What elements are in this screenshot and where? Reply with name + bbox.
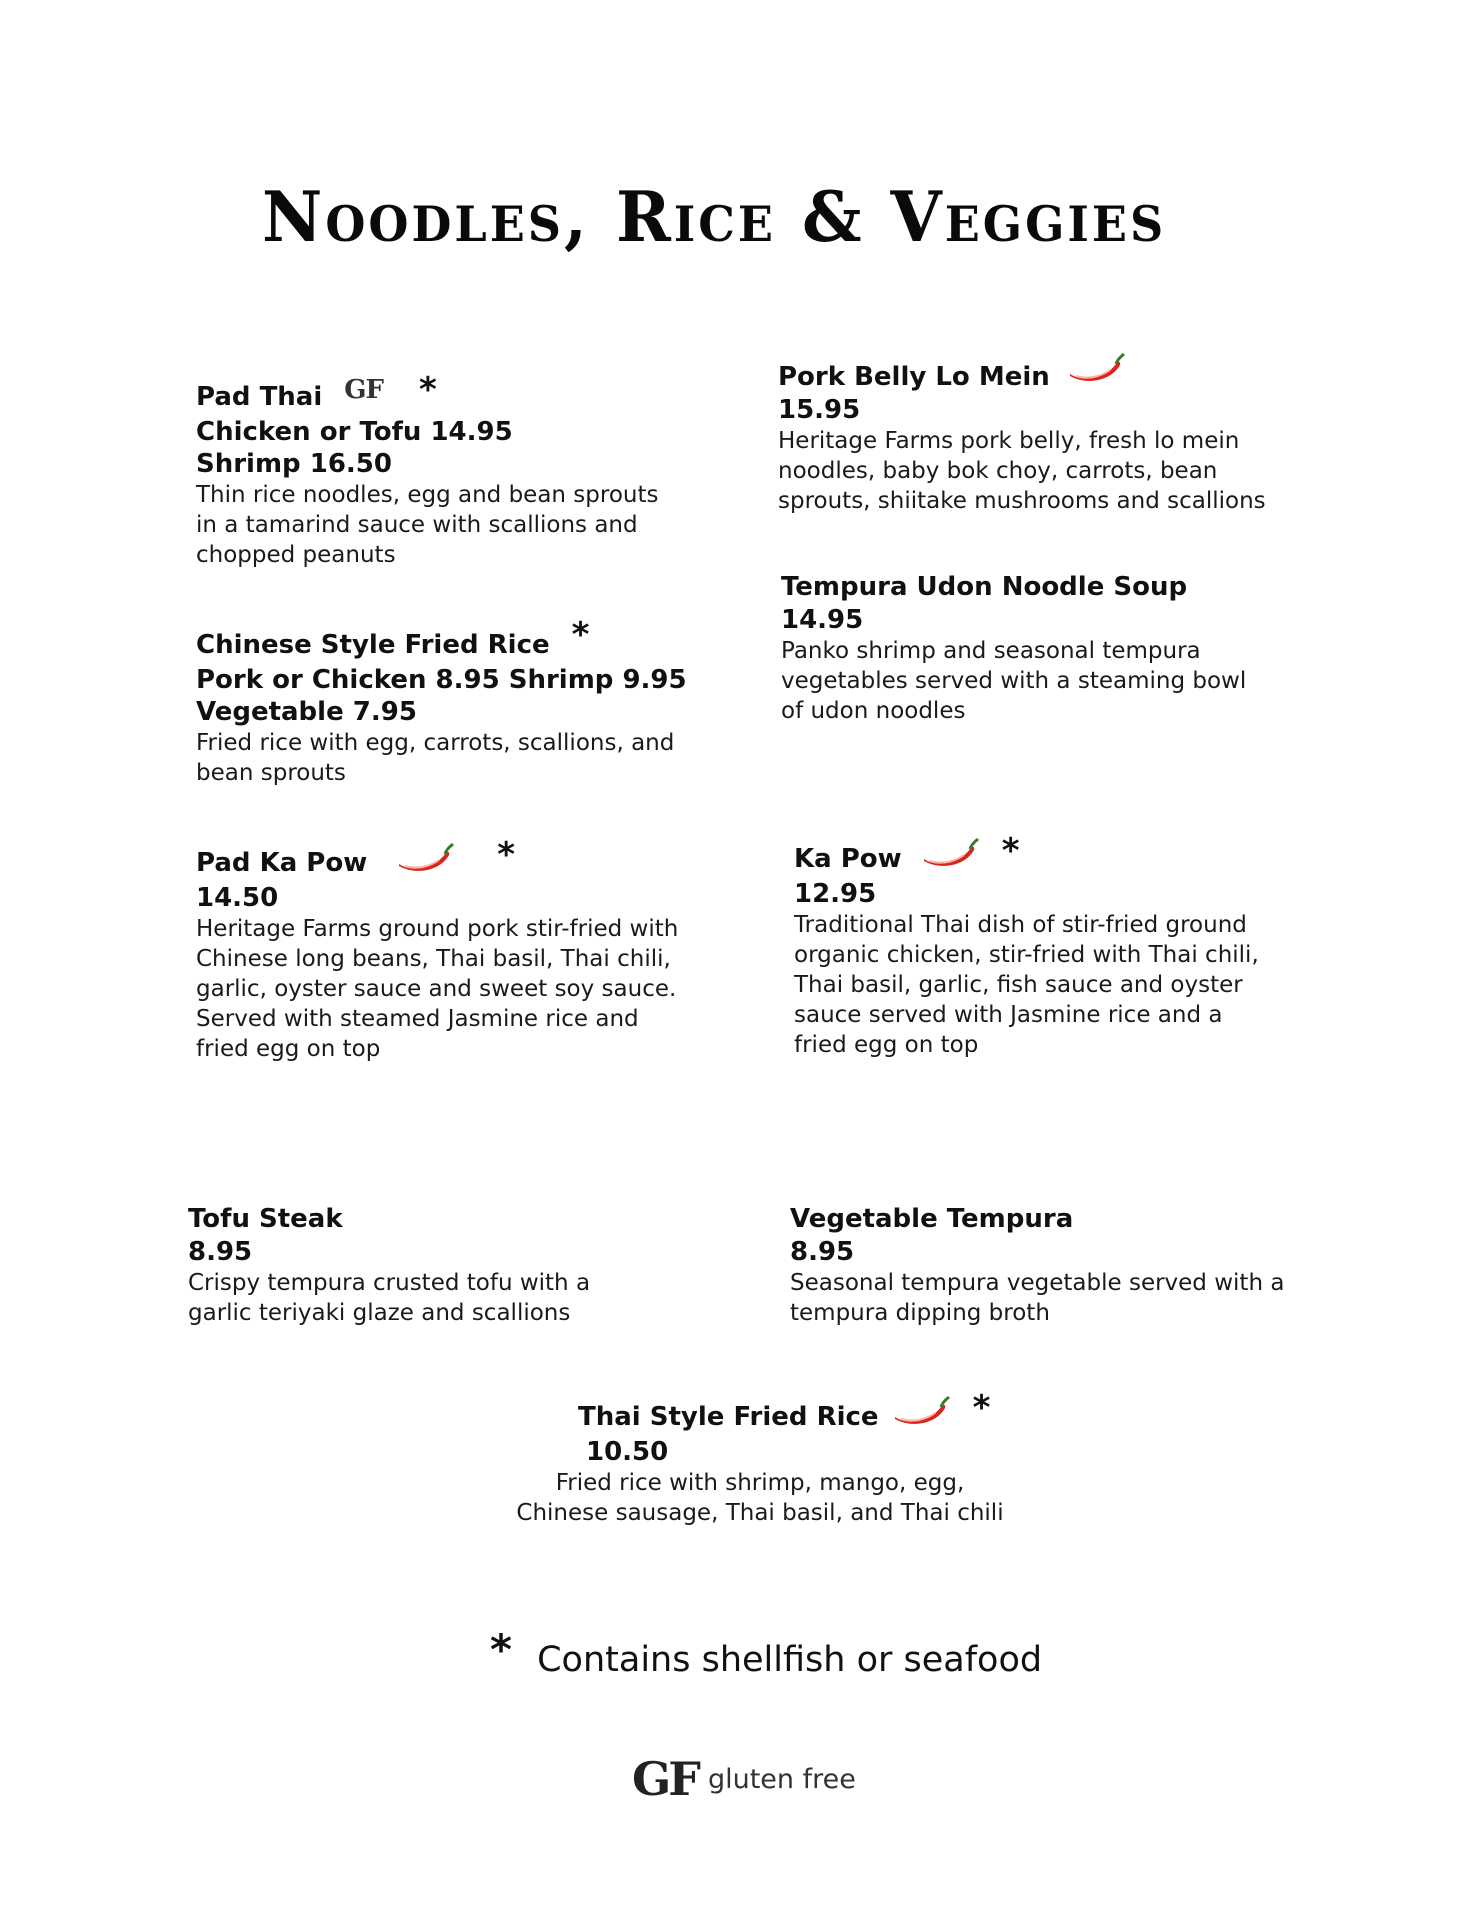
- gluten-free-icon: GF: [632, 1752, 698, 1806]
- item-price: 8.95: [188, 1237, 253, 1267]
- menu-item-vegetable-tempura: [790, 1202, 1284, 1328]
- item-name: Thai Style Fried Rice: [578, 1402, 879, 1432]
- chili-pepper-icon: [920, 837, 980, 871]
- item-name: Tofu Steak: [188, 1204, 343, 1234]
- item-price: Pork or Chicken 8.95 Shrimp 9.95: [196, 665, 687, 695]
- shellfish-star-icon: *: [571, 615, 590, 655]
- item-price: 8.95: [790, 1237, 855, 1267]
- shellfish-star-icon: *: [418, 370, 437, 410]
- item-name: Tempura Udon Noodle Soup: [781, 572, 1188, 602]
- item-name: Pad Thai: [196, 382, 323, 412]
- item-description: Crispy tempura crusted tofu with a garlic teriyaki glaze and scallions: [188, 1270, 591, 1326]
- legend-gluten-free-text: gluten free: [707, 1763, 856, 1795]
- item-description: Seasonal tempura vegetable served with a tempura dipping broth: [790, 1270, 1285, 1326]
- chili-pepper-icon: [1066, 352, 1126, 386]
- legend-shellfish: [490, 1625, 1043, 1680]
- shellfish-star-icon: *: [1001, 831, 1020, 871]
- item-name: Ka Pow: [794, 844, 902, 874]
- menu-item-pad-thai: [196, 370, 659, 570]
- item-price: 14.95: [781, 605, 864, 635]
- item-name: Pad Ka Pow: [196, 848, 368, 878]
- legend-shellfish-text: Contains shellfish or seafood: [537, 1640, 1043, 1680]
- shellfish-star-icon: *: [490, 1625, 512, 1674]
- shellfish-star-icon: *: [497, 835, 516, 875]
- item-price: Vegetable 7.95: [196, 697, 417, 727]
- shellfish-star-icon: *: [972, 1388, 991, 1428]
- item-description: Traditional Thai dish of stir-fried ground organic chicken, stir-fried with Thai chili, Thai basil, garlic, fish sauce and oyster sauce served with Jasmine rice and a fried egg on top: [794, 912, 1259, 1058]
- item-description: Thin rice noodles, egg and bean sprouts in a tamarind sauce with scallions and chopped peanuts: [196, 482, 659, 568]
- item-price: Shrimp 16.50: [196, 449, 392, 479]
- item-price: 15.95: [778, 395, 861, 425]
- item-price: 10.50: [586, 1437, 669, 1467]
- item-description: Fried rice with shrimp, mango, egg, Chinese sausage, Thai basil, and Thai chili: [516, 1470, 1004, 1526]
- menu-item-ka-pow: [794, 831, 1259, 1060]
- page-title: Noodles, Rice & Veggies: [262, 176, 1167, 258]
- legend-gluten-free: [632, 1752, 856, 1806]
- item-description: Panko shrimp and seasonal tempura vegetables served with a steaming bowl of udon noodles: [781, 638, 1247, 724]
- item-description: Fried rice with egg, carrots, scallions, and bean sprouts: [196, 730, 675, 786]
- menu-item-pork-belly-lo-mein: [778, 360, 1266, 516]
- gluten-free-icon: GF: [344, 375, 383, 405]
- item-name: Chinese Style Fried Rice: [196, 630, 550, 660]
- item-description: Heritage Farms pork belly, fresh lo mein noodles, baby bok choy, carrots, bean sprouts, shiitake mushrooms and scallions: [778, 428, 1266, 514]
- item-price: Chicken or Tofu 14.95: [196, 417, 513, 447]
- item-price: 14.50: [196, 883, 279, 913]
- menu-item-tofu-steak: [188, 1202, 590, 1328]
- menu-item-pad-ka-pow: [196, 835, 679, 1064]
- chili-pepper-icon: [891, 1395, 951, 1429]
- menu-item-tempura-udon: [781, 570, 1246, 726]
- item-name: Pork Belly Lo Mein: [778, 362, 1050, 392]
- item-name: Vegetable Tempura: [790, 1204, 1074, 1234]
- item-description: Heritage Farms ground pork stir-fried with Chinese long beans, Thai basil, Thai chili, garlic, oyster sauce and sweet soy sauce. Served with steamed Jasmine rice and fried egg on top: [196, 916, 679, 1062]
- item-price: 12.95: [794, 879, 877, 909]
- menu-item-chinese-fried-rice: [196, 615, 687, 788]
- menu-item-thai-fried-rice: [500, 1388, 1020, 1528]
- chili-pepper-icon: [395, 842, 455, 876]
